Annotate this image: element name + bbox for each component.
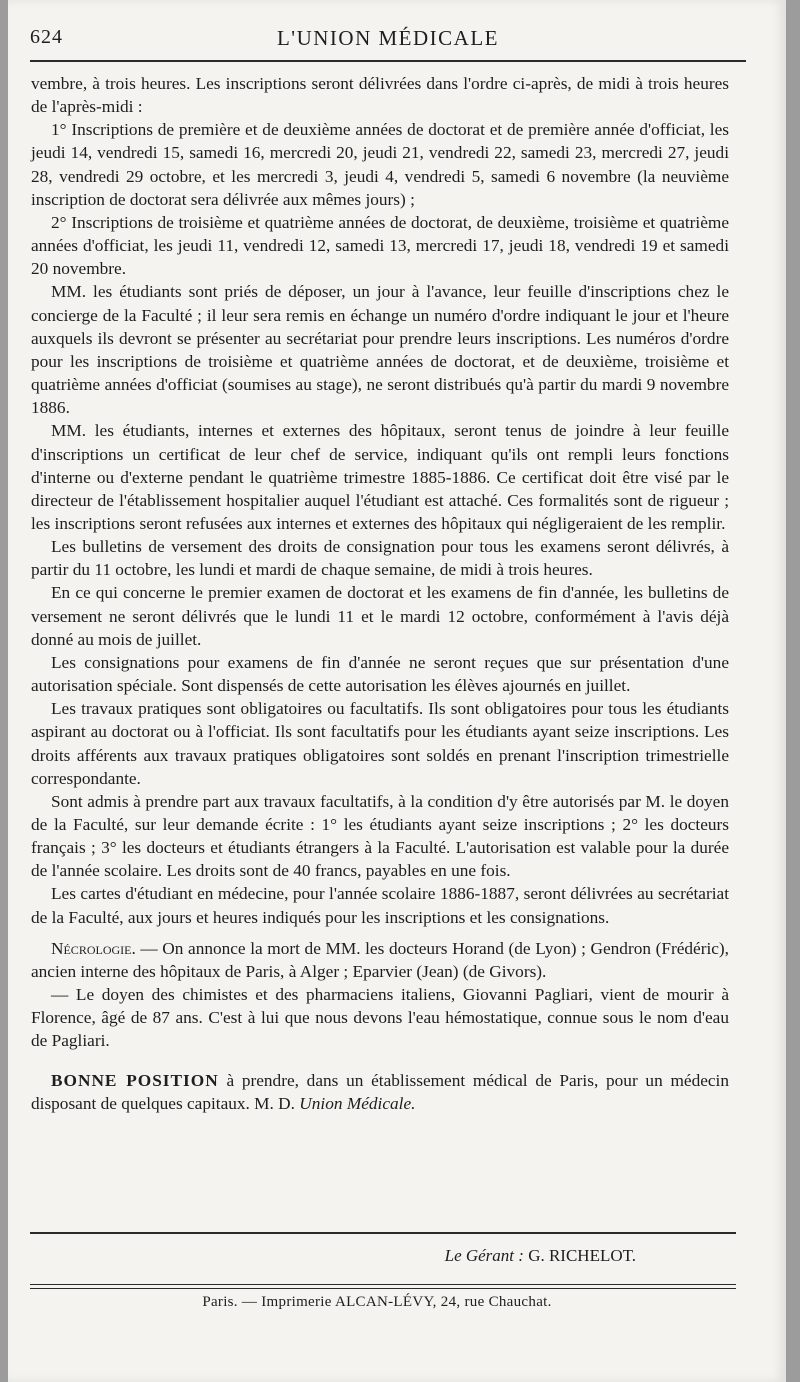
document-page [8,0,786,1382]
necrology-label: Nécrologie. [51,938,136,958]
spacer [31,1053,729,1069]
footer-rule [30,1288,736,1289]
paragraph: Sont admis à prendre part aux travaux facultatifs, à la condition d'y être autorisés par M. le doyen de la Faculté, sur leur demande écrite : 1° les étudiants ayant seize inscriptions ; 2° les docteurs français ; 3° les docteurs et étudiants étrangers à la Faculté. L'autorisation est valable pour la durée de l'année scolaire. Les droits sont de 40 francs, payables en une fois. [31,791,729,881]
spacer [31,929,729,937]
paragraph: 2° Inscriptions de troisième et quatrième années de doctorat, de deuxième, troisième et quatrième années d'officiat, les jeudi 11, vendredi 12, samedi 13, mercredi 17, jeudi 18, vendredi 19 et samedi 20 novembre. [31,212,729,279]
necrology-text: — On annonce la mort de MM. les docteurs Horand (de Lyon) ; Gendron (Frédéric), ancien interne des hôpitaux de Paris, à Alger ; Eparvier (Jean) (de Givors). [31,938,729,981]
advert-paragraph [31,1069,729,1115]
section-rule [30,1232,736,1234]
paragraph: En ce qui concerne le premier examen de doctorat et les examens de fin d'année, les bulletins de versement ne seront délivrés que le lundi 11 et le mardi 12 octobre, conformément à l'avis déjà donné au mois de juillet. [31,583,729,649]
paragraph: Les bulletins de versement des droits de consignation pour tous les examens seront délivrés, à partir du 11 octobre, les lundi et mardi de chaque semaine, de midi à trois heures. [31,537,729,580]
printer-imprint: Paris. — Imprimerie ALCAN-LÉVY, 24, rue Chauchat. [202,1294,552,1310]
manager-label: Le Gérant : [444,1246,524,1265]
paragraph: Les consignations pour examens de fin d'année ne seront reçues que sur présentation d'une autorisation spéciale. Sont dispensés de cette autorisation les élèves ajournés en juillet. [31,652,729,696]
paragraph: MM. les étudiants sont priés de déposer, un jour à l'avance, leur feuille d'inscriptions chez le concierge de la Faculté ; il leur sera remis en échange un numéro d'ordre indiquant le jour et l'heure auxquels ils devront se présenter au secrétariat pour prendre leurs inscriptions. Les numéros d'ordre pour les inscriptions de troisième et quatrième années de doctorat, et de deuxième, troisième et quatrième années d'officiat (soumises au stage), ne seront distribués qu'à partir du mardi 9 novembre 1886. [31,282,729,418]
paragraph: Les travaux pratiques sont obligatoires ou facultatifs. Ils sont obligatoires pour tous les étudiants aspirant au doctorat ou à l'officiat. Ils sont facultatifs pour les étudiants ayant seize inscriptions. Les droits afférents aux travaux pratiques obligatoires sont soldés en prenant l'inscription trimestrielle correspondante. [31,699,729,788]
header-rule [30,60,746,62]
advert-source: Union Médicale. [299,1093,416,1113]
necrology-second-paragraph: — Le doyen des chimistes et des pharmaciens italiens, Giovanni Pagliari, vient de mourir à Florence, âgé de 87 ans. C'est à lui que nous devons l'eau hémostatique, connue sous le nom d'eau de Pagliari. [31,985,729,1051]
paragraph: vembre, à trois heures. Les inscriptions seront délivrées dans l'ordre ci-après, de midi à trois heures de l'après-midi : [31,74,729,117]
advert-text: à prendre, dans un établissement médical de Paris, pour un médecin disposant de quelques capitaux. M. D. [31,1070,729,1113]
journal-title: L'UNION MÉDICALE [276,26,499,50]
paragraph: Les cartes d'étudiant en médecine, pour l'année scolaire 1886-1887, seront délivrées au secrétariat de la Faculté, aux jours et heures indiqués pour les inscriptions et les consignations. [31,884,729,927]
necrology-paragraph [31,937,729,983]
manager-name: G. RICHELOT. [523,1246,636,1265]
advert-lead: BONNE POSITION [51,1070,219,1090]
paragraph: 1° Inscriptions de première et de deuxième années de doctorat et de première année d'officiat, les jeudi 14, vendredi 15, samedi 16, mercredi 20, jeudi 21, vendredi 22, samedi 23, mercredi 27, jeudi 28, vendredi 29 octobre, et les mercredi 3, jeudi 4, vendredi 5, samedi 6 novembre (la neuvième inscription de doctorat sera délivrée aux mêmes jours) ; [31,120,729,209]
footer-rule [30,1284,736,1285]
manager-signature [445,1246,636,1266]
paragraph: MM. les étudiants, internes et externes des hôpitaux, seront tenus de joindre à leur feuille d'inscriptions un certificat de leur chef de service, indiquant qu'ils ont rempli leurs fonctions d'interne ou d'externe pendant le quatrième trimestre 1885-1886. Ce certificat doit être visé par le directeur de l'établissement hospitalier auquel l'étudiant est attaché. Ces formalités sont de rigueur ; les inscriptions seront refusées aux internes et externes des hôpitaux qui négligeraient de les remplir. [31,421,729,533]
page-header [30,26,746,56]
article-body [31,72,729,1115]
page-number: 624 [30,26,63,48]
